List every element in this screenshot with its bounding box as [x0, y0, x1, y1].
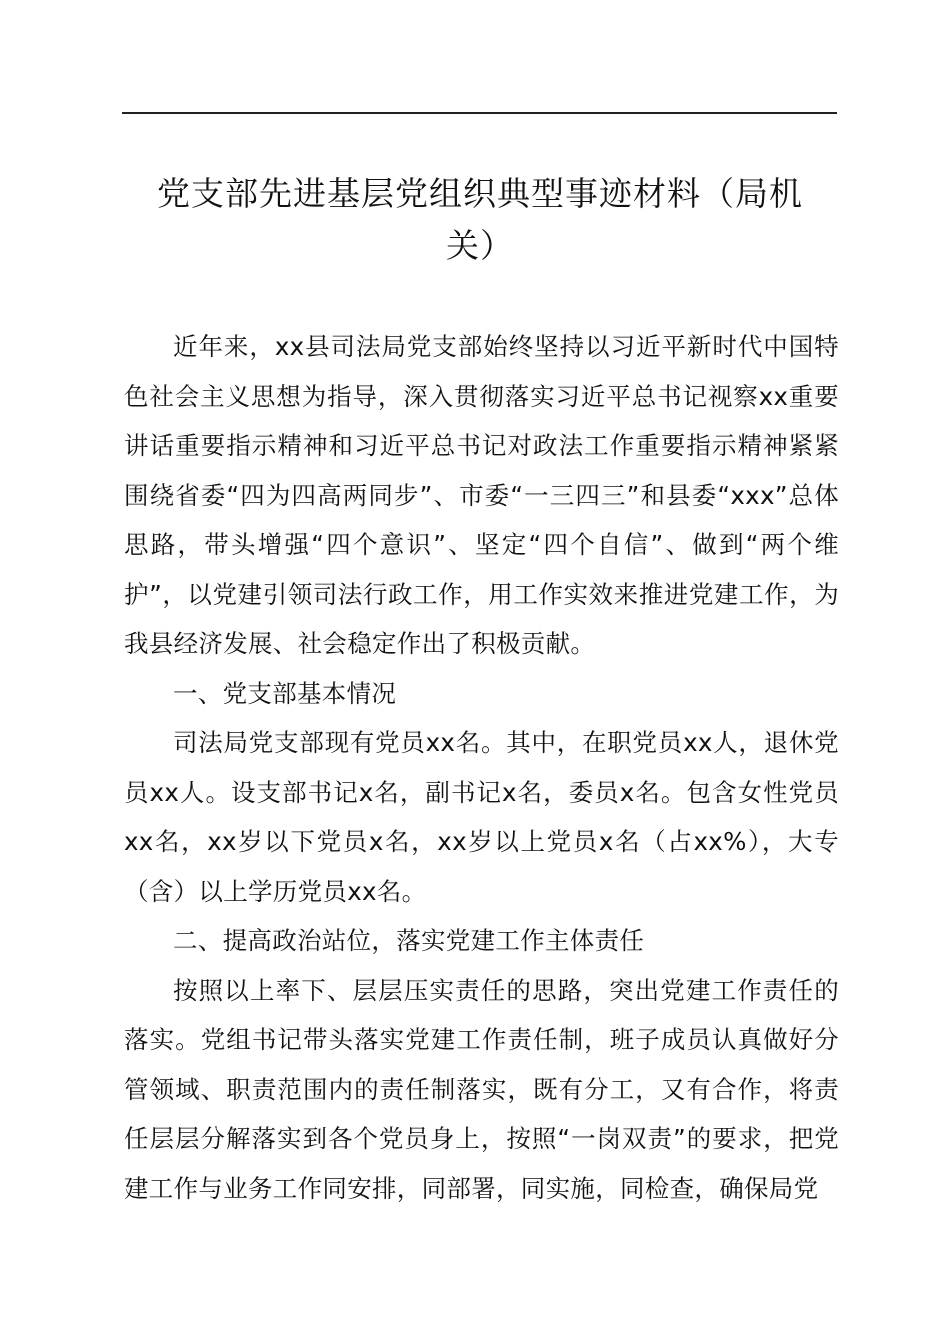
paragraph-intro: 近年来，xx县司法局党支部始终坚持以习近平新时代中国特色社会主义思想为指导，深入贯彻落实习近平总书记视察xx重要讲话重要指示精神和习近平总书记对政法工作重要指示精神紧紧围绕省委“四为四高两同步”、市委“一三四三”和县委“xxx”总体思路，带头增强“四个意识”、坚定“四个自信”、做到“两个维护”，以党建引领司法行政工作，用工作实效来推进党建工作，为我县经济发展、社会稳定作出了积极贡献。	[124, 332, 839, 658]
title-line-2: 关）	[446, 226, 514, 265]
title-line-1: 党支部先进基层党组织典型事迹材料（局机	[157, 174, 803, 213]
section-heading-1: 一、党支部基本情况	[173, 678, 397, 708]
header-rule	[122, 112, 837, 114]
section-heading-2: 二、提高政治站位，落实党建工作主体责任	[173, 926, 645, 955]
document-body	[124, 322, 839, 1213]
document-title	[130, 168, 830, 272]
paragraph-responsibility: 按照以上率下、层层压实责任的思路，突出党建工作责任的落实。党组书记带头落实党建工作责任制，班子成员认真做好分管领域、职责范围内的责任制落实，既有分工，又有合作，将责任层层分解落实到各个党员身上，按照“一岗双责”的要求，把党建工作与业务工作同安排，同部署，同实施，同检查，确保局党	[124, 975, 839, 1203]
paragraph-basic-info: 司法局党支部现有党员xx名。其中，在职党员xx人，退休党员xx人。设支部书记x名，副书记x名，委员x名。包含女性党员xx名，xx岁以下党员x名，xx岁以上党员x名（占xx%），大专（含）以上学历党员xx名。	[124, 728, 839, 906]
